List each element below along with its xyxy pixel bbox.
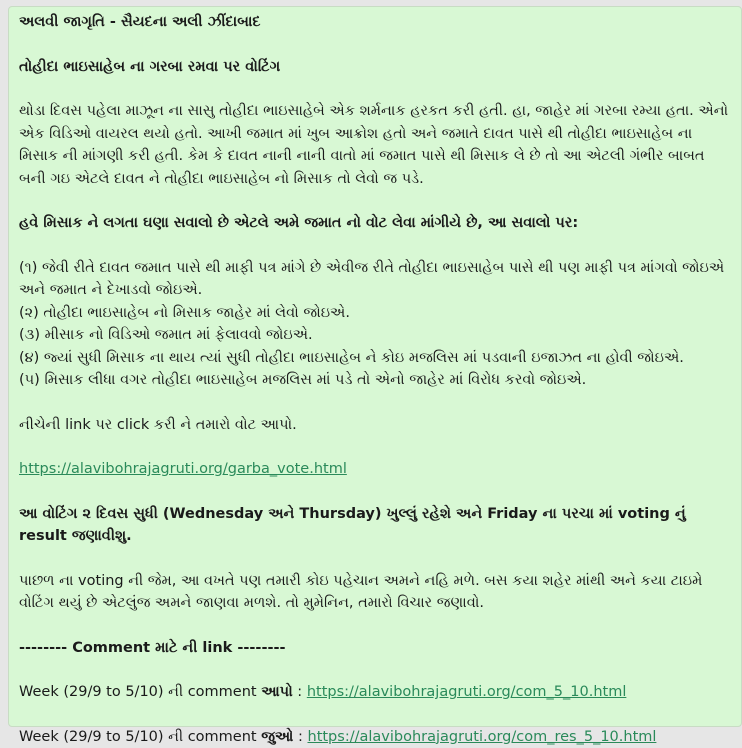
voting-notice: આ વોટિંગ ૨ દિવસ સુધી (Wednesday અને Thursday) ખુલ્લું રહેશે અને Friday ના પરચા માં voting નું result જણાવીશુ. — [19, 503, 731, 548]
questions-heading: હવે મિસાક ને લગતા ઘણા સવાલો છે એટલે અમે જમાત નો વોટ લેવા માંગીયે છે, આ સવાલો પર: — [19, 212, 731, 235]
question-item: (૧) જેવી રીતે દાવત જમાત પાસે થી માફી પત્ર માંગે છે એવીજ રીતે તોહીદા ભાઇસાહેબ પાસે થી પણ માફી પત્ર માંગવો જોઇએ અને જમાત ને દેખાડવો જોઇએ. — [19, 257, 731, 302]
questions-list — [19, 257, 731, 392]
post-card — [8, 6, 742, 727]
comment-view-prefix: Week (29/9 to 5/10) ની comment — [19, 729, 261, 745]
comment-give-action: આપો — [261, 684, 292, 700]
comment-give-sep: : — [293, 684, 307, 700]
comment-view-link[interactable]: https://alavibohrajagruti.org/com_res_5_10.html — [308, 729, 657, 745]
vote-prompt: નીચેની link પર click કરી ને તમારો વોટ આપો. — [19, 414, 731, 437]
comment-view-line — [19, 726, 731, 748]
comment-give-prefix: Week (29/9 to 5/10) ની comment — [19, 684, 261, 700]
intro-paragraph: થોડા દિવસ પહેલા માઝૂન ના સાસુ તોહીદા ભાઇસાહેબે એક શર્મનાક હરકત કરી હતી. હા, જાહેર માં ગરબા રમ્યા હતા. એનો એક વિડિઓ વાયરલ થયો હતો. આખી જમાત માં ખુબ આક્રોશ હતો અને જમાતે દાવત પાસે થી તોહીદા ભાઇસાહેબ ના મિસાક ની માંગણી કરી હતી. કેમ કે દાવત નાની નાની વાતો માં જમાત પાસે થી મિસાક લે છે તો આ એટલી ગંભીર બાબત બની ગઇ એટલે દાવત ને તોહીદા ભાઇસાહેબ નો મિસાક તો લેવો જ પડે. — [19, 100, 731, 190]
comment-give-link[interactable]: https://alavibohrajagruti.org/com_5_10.html — [307, 684, 627, 700]
comment-view-action: જુઓ — [261, 729, 293, 745]
vote-link[interactable]: https://alavibohrajagruti.org/garba_vote.html — [19, 461, 347, 477]
comment-view-sep: : — [293, 729, 307, 745]
privacy-note: પાછળ ના voting ની જેમ, આ વખતે પણ તમારી કોઇ પહેચાન અમને નહિ મળે. બસ કયા શહેર માંથી અને કયા ટાઇમે વોટિંગ થયું છે એટલુંજ અમને જાણવા મળશે. તો મુમેનિન, તમારો વિચાર જણાવો. — [19, 570, 731, 615]
question-item: (૨) તોહીદા ભાઇસાહેબ નો મિસાક જાહેર માં લેવો જોઇએ. — [19, 302, 731, 325]
question-item: (૩) મીસાક નો વિડિઓ જમાત માં ફેલાવવો જોઇએ. — [19, 324, 731, 347]
comment-give-line — [19, 681, 731, 704]
question-item: (૪) જ્યાં સુધી મિસાક ના થાય ત્યાં સુધી તોહીદા ભાઇસાહેબ ને કોઇ મજલિસ માં પડવાની ઇજાઝત ના હોવી જોઇએ. — [19, 347, 731, 370]
post-title: તોહીદા ભાઇસાહેબ ના ગરબા રમવા પર વોટિંગ — [19, 56, 731, 79]
question-item: (૫) મિસાક લીધા વગર તોહીદા ભાઇસાહેબ મજલિસ માં પડે તો એનો જાહેર માં વિરોધ કરવો જોઇએ. — [19, 369, 731, 392]
comment-heading: -------- Comment માટે ની link -------- — [19, 637, 731, 660]
site-title: અલવી જાગૃતિ - સૈયદના અલી ઝીંદાબાદ — [19, 11, 731, 34]
